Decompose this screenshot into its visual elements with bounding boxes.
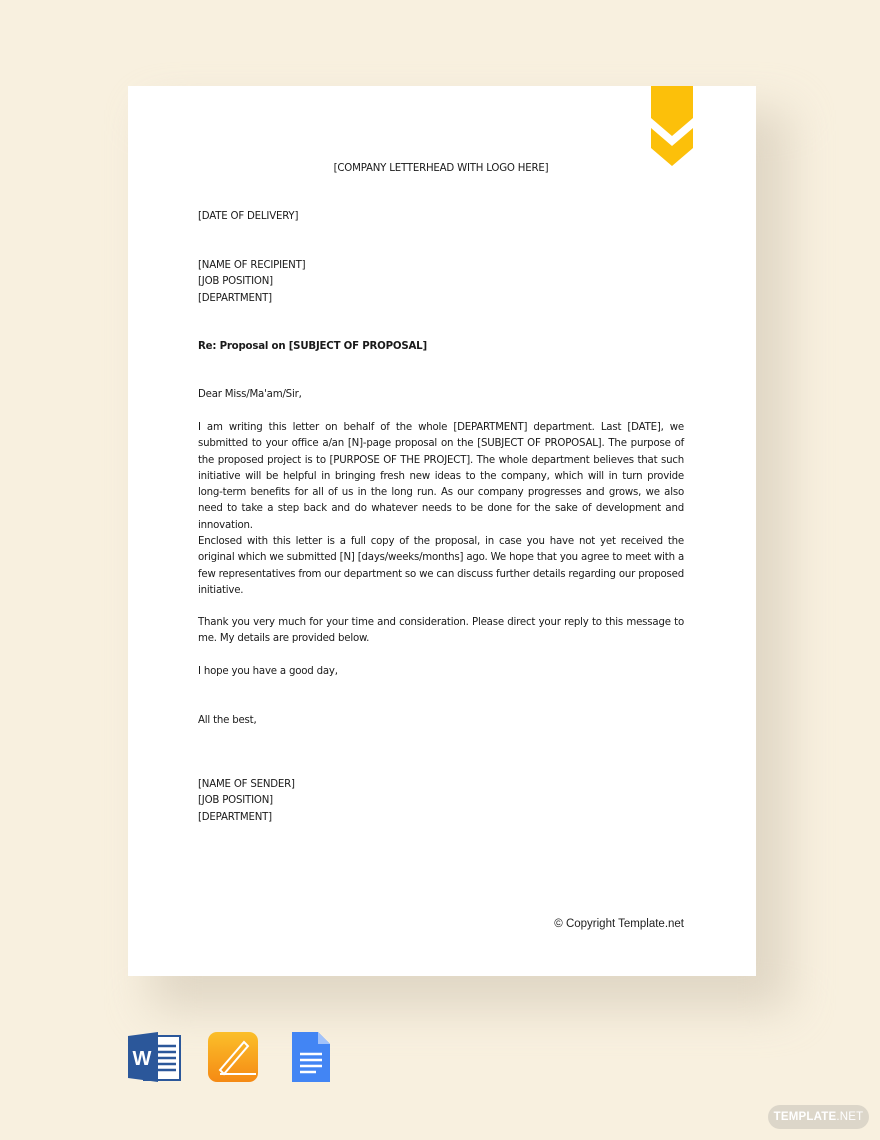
template-net-watermark bbox=[768, 1105, 869, 1129]
subject-line: Re: Proposal on [SUBJECT OF PROPOSAL] bbox=[198, 341, 427, 352]
closing-wish: I hope you have a good day, bbox=[198, 666, 338, 677]
google-docs-icon[interactable] bbox=[290, 1030, 330, 1084]
watermark-thin: .NET bbox=[836, 1111, 864, 1123]
sender-position: [JOB POSITION] bbox=[198, 795, 273, 807]
letterhead-placeholder: [COMPANY LETTERHEAD WITH LOGO HERE] bbox=[333, 163, 549, 174]
closing: All the best, bbox=[198, 715, 257, 726]
recipient-block bbox=[198, 258, 684, 307]
pages-icon[interactable] bbox=[208, 1030, 258, 1082]
word-icon[interactable] bbox=[128, 1030, 182, 1084]
copyright-notice: © Copyright Template.net bbox=[554, 918, 684, 930]
salutation: Dear Miss/Ma'am/Sir, bbox=[198, 389, 302, 400]
sender-department: [DEPARTMENT] bbox=[198, 811, 272, 823]
recipient-position: [JOB POSITION] bbox=[198, 276, 273, 288]
watermark-bold: TEMPLATE bbox=[773, 1111, 837, 1123]
body-paragraph-1: I am writing this letter on behalf of the whole [DEPARTMENT] department. Last [DATE], we submitted to your office a/an [N]-page proposal on the [SUBJECT OF PROPOSAL]. The purpose of the proposed project is to [PURPOSE OF THE PROJECT]. The whole department believes that such initiative will be helpful in bringing fresh new ideas to the company, which will in turn provide long-term benefits for all of us in the long run. As our company progresses and grows, we also need to take a step back and do whatever needs to be done for the sake of development and innovation. bbox=[198, 422, 684, 531]
sender-name: [NAME OF SENDER] bbox=[198, 779, 295, 790]
bookmark-ribbon-icon bbox=[651, 86, 693, 166]
body-paragraph-2: Enclosed with this letter is a full copy of the proposal, in case you have not yet received the original which we submitted [N] [days/weeks/months] ago. We hope that you agree to meet with a few representatives from our department so we can discuss further details regarding our proposed initiative. bbox=[198, 536, 684, 596]
recipient-department: [DEPARTMENT] bbox=[198, 292, 272, 304]
date-placeholder: [DATE OF DELIVERY] bbox=[198, 211, 299, 222]
recipient-name: [NAME OF RECIPIENT] bbox=[198, 260, 306, 271]
svg-text:W: W bbox=[132, 1048, 152, 1070]
sender-block bbox=[198, 777, 684, 826]
body-paragraph-3: Thank you very much for your time and consideration. Please direct your reply to this message to me. My details are provided below. bbox=[198, 617, 684, 645]
